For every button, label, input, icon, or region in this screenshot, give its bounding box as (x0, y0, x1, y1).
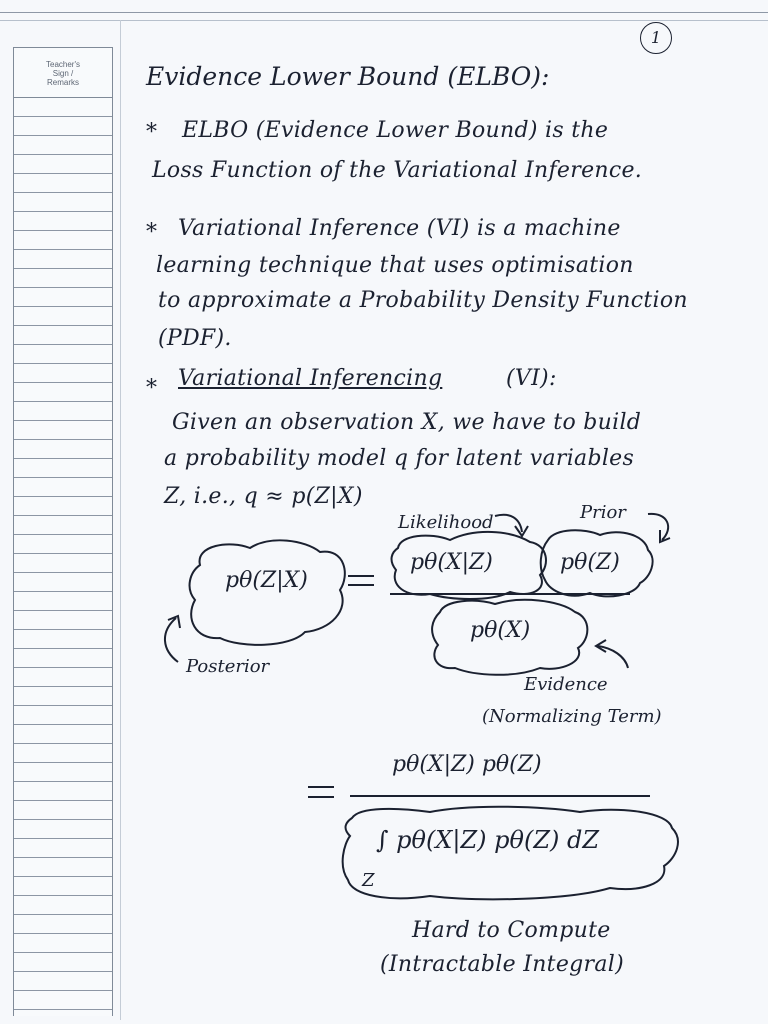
section-line-3: Z, i.e., q ≈ p(Z|X) (164, 484, 363, 509)
paragraph-2-line-2: learning technique that uses optimisation (156, 253, 634, 278)
section-line-2: a probability model q for latent variables (164, 446, 635, 471)
prior-arrow (648, 514, 668, 540)
label-prior: Prior (580, 502, 626, 523)
prior-term: pθ(Z) (560, 550, 620, 575)
remarks-header-line3: Remarks (46, 78, 79, 87)
remarks-header-line2: Sign / (52, 69, 74, 78)
likelihood-term: pθ(X|Z) (410, 550, 493, 575)
bullet-3: * (146, 376, 158, 401)
intractable-note-line-1: Hard to Compute (412, 918, 611, 943)
paragraph-1-line-1: ELBO (Evidence Lower Bound) is the (182, 118, 609, 143)
label-evidence-note: (Normalizing Term) (482, 706, 662, 727)
integral-denominator: ∫ pθ(X|Z) pθ(Z) dZ (376, 826, 600, 854)
intractable-note-line-2: (Intractable Integral) (380, 952, 624, 977)
paragraph-2-line-3: to approximate a Probability Density Function (158, 288, 688, 313)
evidence-term: pθ(X) (470, 618, 531, 643)
label-posterior: Posterior (186, 656, 270, 677)
page-number: 1 (640, 22, 672, 54)
bullet-2: * (146, 220, 158, 245)
page-title: Evidence Lower Bound (ELBO): (146, 62, 550, 91)
label-evidence: Evidence (524, 674, 608, 695)
paragraph-2-line-4: (PDF). (158, 326, 232, 351)
posterior-arrow (165, 618, 178, 662)
remarks-header-line1: Teacher's (46, 60, 80, 69)
label-likelihood: Likelihood (398, 512, 494, 533)
section-heading-suffix: (VI): (506, 366, 557, 391)
section-line-1: Given an observation X, we have to build (172, 410, 642, 435)
posterior-term: pθ(Z|X) (225, 568, 308, 593)
integral-numerator: pθ(X|Z) pθ(Z) (392, 752, 542, 777)
bullet-1: * (146, 120, 158, 145)
integral-lower-limit: Z (362, 870, 375, 891)
paragraph-1-line-2: Loss Function of the Variational Inference. (152, 158, 643, 183)
paragraph-2-line-1: Variational Inference (VI) is a machine (178, 216, 621, 241)
section-heading: Variational Inferencing (178, 366, 443, 391)
